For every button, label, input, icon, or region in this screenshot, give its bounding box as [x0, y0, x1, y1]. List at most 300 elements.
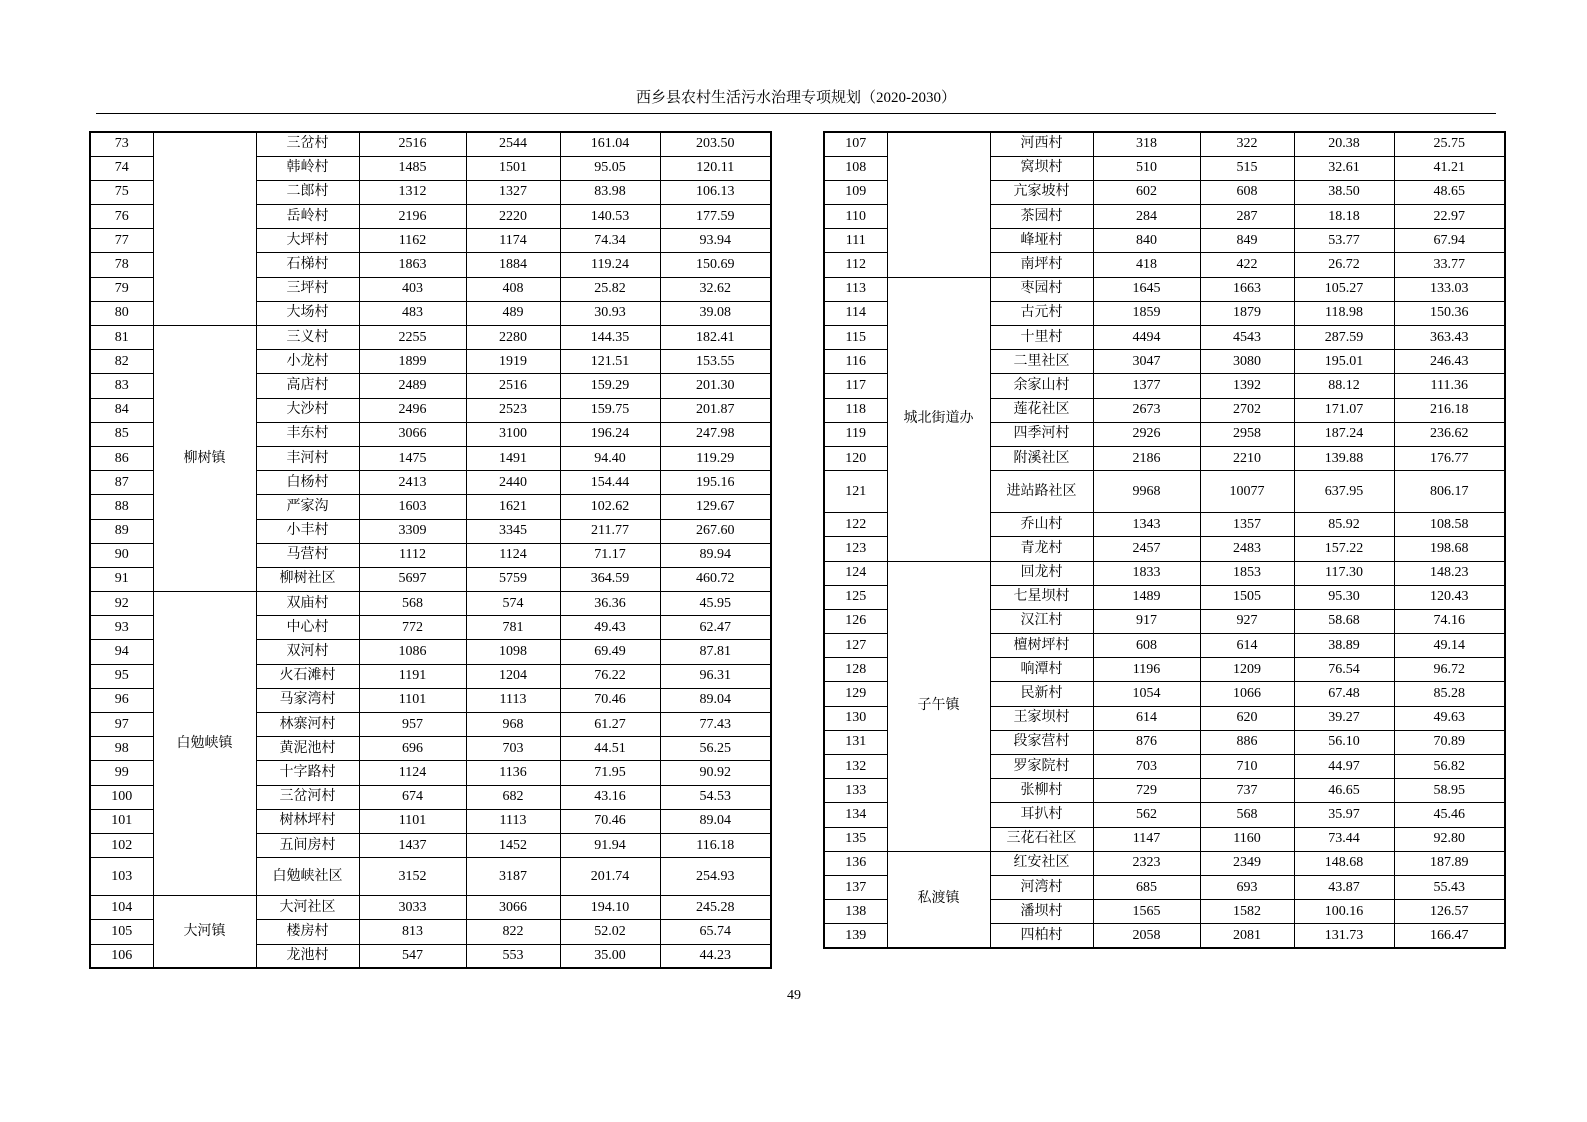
value-c: 637.95	[1294, 471, 1394, 513]
value-c: 58.68	[1294, 609, 1394, 633]
value-d: 254.93	[660, 858, 771, 896]
value-a: 1343	[1093, 513, 1200, 537]
value-d: 90.92	[660, 761, 771, 785]
village-name: 窝坝村	[990, 156, 1093, 180]
village-name: 王家坝村	[990, 706, 1093, 730]
village-name: 双河村	[256, 640, 359, 664]
value-c: 39.27	[1294, 706, 1394, 730]
value-a: 547	[359, 944, 466, 968]
row-number: 101	[90, 809, 153, 833]
value-d: 806.17	[1394, 471, 1505, 513]
value-b: 568	[1200, 803, 1294, 827]
header-rule	[96, 113, 1496, 114]
row-number: 85	[90, 422, 153, 446]
value-c: 30.93	[560, 301, 660, 325]
value-d: 87.81	[660, 640, 771, 664]
value-c: 46.65	[1294, 779, 1394, 803]
value-c: 38.50	[1294, 180, 1394, 204]
value-a: 1899	[359, 350, 466, 374]
table-row	[90, 326, 771, 350]
value-b: 408	[466, 277, 560, 301]
value-a: 703	[1093, 755, 1200, 779]
value-c: 195.01	[1294, 350, 1394, 374]
value-c: 140.53	[560, 205, 660, 229]
row-number: 123	[824, 537, 887, 561]
row-number: 117	[824, 374, 887, 398]
value-b: 1621	[466, 495, 560, 519]
value-a: 9968	[1093, 471, 1200, 513]
village-name: 小丰村	[256, 519, 359, 543]
value-c: 117.30	[1294, 561, 1394, 585]
value-a: 1475	[359, 446, 466, 470]
value-c: 118.98	[1294, 301, 1394, 325]
village-name: 马家湾村	[256, 688, 359, 712]
value-c: 139.88	[1294, 446, 1394, 470]
value-c: 159.29	[560, 374, 660, 398]
value-c: 100.16	[1294, 900, 1394, 924]
village-name: 乔山村	[990, 513, 1093, 537]
table-row	[90, 132, 771, 156]
value-c: 69.49	[560, 640, 660, 664]
village-name: 七星坝村	[990, 585, 1093, 609]
value-b: 682	[466, 785, 560, 809]
row-number: 127	[824, 634, 887, 658]
row-number: 132	[824, 755, 887, 779]
value-d: 93.94	[660, 229, 771, 253]
value-b: 287	[1200, 205, 1294, 229]
row-number: 104	[90, 896, 153, 920]
row-number: 91	[90, 567, 153, 591]
value-a: 403	[359, 277, 466, 301]
value-b: 2483	[1200, 537, 1294, 561]
value-d: 22.97	[1394, 205, 1505, 229]
value-c: 211.77	[560, 519, 660, 543]
value-d: 67.94	[1394, 229, 1505, 253]
town-name	[887, 132, 990, 277]
town-name: 柳树镇	[153, 326, 256, 592]
value-a: 284	[1093, 205, 1200, 229]
town-name	[153, 132, 256, 326]
value-c: 85.92	[1294, 513, 1394, 537]
value-c: 70.46	[560, 688, 660, 712]
value-b: 2702	[1200, 398, 1294, 422]
row-number: 134	[824, 803, 887, 827]
village-name: 余家山村	[990, 374, 1093, 398]
value-d: 96.31	[660, 664, 771, 688]
row-number: 77	[90, 229, 153, 253]
value-d: 41.21	[1394, 156, 1505, 180]
value-d: 111.36	[1394, 374, 1505, 398]
village-name: 韩岭村	[256, 156, 359, 180]
value-b: 1452	[466, 833, 560, 857]
value-c: 187.24	[1294, 422, 1394, 446]
row-number: 73	[90, 132, 153, 156]
row-number: 133	[824, 779, 887, 803]
value-b: 5759	[466, 567, 560, 591]
village-name: 大坪村	[256, 229, 359, 253]
value-b: 1884	[466, 253, 560, 277]
value-c: 35.00	[560, 944, 660, 968]
row-number: 93	[90, 616, 153, 640]
row-number: 98	[90, 737, 153, 761]
value-d: 56.25	[660, 737, 771, 761]
value-a: 1086	[359, 640, 466, 664]
row-number: 76	[90, 205, 153, 229]
row-number: 84	[90, 398, 153, 422]
value-a: 1196	[1093, 658, 1200, 682]
value-c: 119.24	[560, 253, 660, 277]
value-a: 3066	[359, 422, 466, 446]
row-number: 125	[824, 585, 887, 609]
village-name: 南坪村	[990, 253, 1093, 277]
value-a: 1312	[359, 180, 466, 204]
village-name: 马营村	[256, 543, 359, 567]
value-c: 35.97	[1294, 803, 1394, 827]
value-d: 58.95	[1394, 779, 1505, 803]
row-number: 89	[90, 519, 153, 543]
value-d: 176.77	[1394, 446, 1505, 470]
town-name: 城北街道办	[887, 277, 990, 561]
village-name: 严家沟	[256, 495, 359, 519]
row-number: 109	[824, 180, 887, 204]
row-number: 105	[90, 920, 153, 944]
value-a: 5697	[359, 567, 466, 591]
value-c: 159.75	[560, 398, 660, 422]
value-d: 48.65	[1394, 180, 1505, 204]
value-c: 53.77	[1294, 229, 1394, 253]
row-number: 99	[90, 761, 153, 785]
value-c: 71.17	[560, 543, 660, 567]
value-d: 65.74	[660, 920, 771, 944]
value-b: 886	[1200, 730, 1294, 754]
value-a: 2516	[359, 132, 466, 156]
value-c: 83.98	[560, 180, 660, 204]
village-name: 丰东村	[256, 422, 359, 446]
row-number: 81	[90, 326, 153, 350]
row-number: 103	[90, 858, 153, 896]
table-row	[824, 561, 1505, 585]
village-name: 白勉峡社区	[256, 858, 359, 896]
value-c: 364.59	[560, 567, 660, 591]
village-name: 汉江村	[990, 609, 1093, 633]
row-number: 110	[824, 205, 887, 229]
value-c: 287.59	[1294, 326, 1394, 350]
row-number: 79	[90, 277, 153, 301]
village-name: 三岔河村	[256, 785, 359, 809]
value-c: 76.22	[560, 664, 660, 688]
value-a: 3309	[359, 519, 466, 543]
row-number: 83	[90, 374, 153, 398]
value-d: 166.47	[1394, 924, 1505, 948]
value-d: 89.04	[660, 688, 771, 712]
value-d: 150.69	[660, 253, 771, 277]
value-d: 153.55	[660, 350, 771, 374]
value-c: 157.22	[1294, 537, 1394, 561]
value-a: 2926	[1093, 422, 1200, 446]
value-a: 876	[1093, 730, 1200, 754]
value-b: 1113	[466, 809, 560, 833]
value-d: 460.72	[660, 567, 771, 591]
village-name: 檀树坪村	[990, 634, 1093, 658]
value-b: 1204	[466, 664, 560, 688]
value-d: 89.94	[660, 543, 771, 567]
row-number: 95	[90, 664, 153, 688]
value-d: 77.43	[660, 713, 771, 737]
value-c: 144.35	[560, 326, 660, 350]
value-a: 840	[1093, 229, 1200, 253]
village-name: 民新村	[990, 682, 1093, 706]
value-d: 150.36	[1394, 301, 1505, 325]
value-c: 26.72	[1294, 253, 1394, 277]
village-name: 龙池村	[256, 944, 359, 968]
village-name: 树林坪村	[256, 809, 359, 833]
value-c: 161.04	[560, 132, 660, 156]
value-b: 2081	[1200, 924, 1294, 948]
value-c: 32.61	[1294, 156, 1394, 180]
value-a: 1863	[359, 253, 466, 277]
value-b: 3066	[466, 896, 560, 920]
village-name: 进站路社区	[990, 471, 1093, 513]
row-number: 130	[824, 706, 887, 730]
value-a: 608	[1093, 634, 1200, 658]
village-name: 中心村	[256, 616, 359, 640]
row-number: 129	[824, 682, 887, 706]
village-name: 潘坝村	[990, 900, 1093, 924]
town-name: 子午镇	[887, 561, 990, 851]
row-number: 135	[824, 827, 887, 851]
value-d: 203.50	[660, 132, 771, 156]
table-row	[90, 592, 771, 616]
row-number: 121	[824, 471, 887, 513]
value-a: 4494	[1093, 326, 1200, 350]
village-name: 三坪村	[256, 277, 359, 301]
value-d: 267.60	[660, 519, 771, 543]
village-name: 河西村	[990, 132, 1093, 156]
value-b: 693	[1200, 875, 1294, 899]
value-b: 710	[1200, 755, 1294, 779]
value-d: 245.28	[660, 896, 771, 920]
value-d: 116.18	[660, 833, 771, 857]
row-number: 128	[824, 658, 887, 682]
value-b: 489	[466, 301, 560, 325]
village-name: 三花石社区	[990, 827, 1093, 851]
value-c: 36.36	[560, 592, 660, 616]
value-a: 418	[1093, 253, 1200, 277]
row-number: 120	[824, 446, 887, 470]
value-b: 781	[466, 616, 560, 640]
value-d: 133.03	[1394, 277, 1505, 301]
value-c: 67.48	[1294, 682, 1394, 706]
row-number: 82	[90, 350, 153, 374]
value-b: 3100	[466, 422, 560, 446]
value-b: 2523	[466, 398, 560, 422]
village-name: 双庙村	[256, 592, 359, 616]
value-d: 201.87	[660, 398, 771, 422]
value-c: 105.27	[1294, 277, 1394, 301]
page-number: 49	[787, 988, 801, 1003]
value-d: 96.72	[1394, 658, 1505, 682]
village-table-left	[89, 131, 772, 969]
village-name: 黄泥池村	[256, 737, 359, 761]
value-d: 85.28	[1394, 682, 1505, 706]
value-c: 61.27	[560, 713, 660, 737]
value-c: 73.44	[1294, 827, 1394, 851]
village-name: 林寨河村	[256, 713, 359, 737]
village-name: 青龙村	[990, 537, 1093, 561]
row-number: 138	[824, 900, 887, 924]
value-b: 1491	[466, 446, 560, 470]
value-a: 1162	[359, 229, 466, 253]
value-c: 201.74	[560, 858, 660, 896]
value-d: 25.75	[1394, 132, 1505, 156]
village-name: 高店村	[256, 374, 359, 398]
value-a: 917	[1093, 609, 1200, 633]
village-name: 大沙村	[256, 398, 359, 422]
value-d: 33.77	[1394, 253, 1505, 277]
value-c: 76.54	[1294, 658, 1394, 682]
value-a: 2413	[359, 471, 466, 495]
row-number: 106	[90, 944, 153, 968]
row-number: 87	[90, 471, 153, 495]
value-c: 43.87	[1294, 875, 1394, 899]
value-a: 2457	[1093, 537, 1200, 561]
value-d: 182.41	[660, 326, 771, 350]
value-d: 32.62	[660, 277, 771, 301]
value-c: 102.62	[560, 495, 660, 519]
value-a: 1833	[1093, 561, 1200, 585]
row-number: 80	[90, 301, 153, 325]
value-c: 70.46	[560, 809, 660, 833]
page-header-title: 西乡县农村生活污水治理专项规划（2020-2030）	[636, 90, 956, 106]
value-a: 3152	[359, 858, 466, 896]
value-a: 729	[1093, 779, 1200, 803]
row-number: 137	[824, 875, 887, 899]
table-row	[824, 132, 1505, 156]
value-a: 568	[359, 592, 466, 616]
value-b: 574	[466, 592, 560, 616]
value-c: 171.07	[1294, 398, 1394, 422]
row-number: 111	[824, 229, 887, 253]
value-b: 1066	[1200, 682, 1294, 706]
value-b: 4543	[1200, 326, 1294, 350]
value-a: 1565	[1093, 900, 1200, 924]
row-number: 97	[90, 713, 153, 737]
value-b: 2544	[466, 132, 560, 156]
value-a: 1489	[1093, 585, 1200, 609]
value-c: 88.12	[1294, 374, 1394, 398]
value-b: 2349	[1200, 851, 1294, 875]
village-name: 石梯村	[256, 253, 359, 277]
row-number: 118	[824, 398, 887, 422]
value-c: 94.40	[560, 446, 660, 470]
value-b: 3080	[1200, 350, 1294, 374]
village-name: 二郎村	[256, 180, 359, 204]
value-a: 1603	[359, 495, 466, 519]
value-c: 91.94	[560, 833, 660, 857]
value-d: 120.43	[1394, 585, 1505, 609]
value-b: 620	[1200, 706, 1294, 730]
table-row	[824, 851, 1505, 875]
value-b: 1919	[466, 350, 560, 374]
value-b: 2440	[466, 471, 560, 495]
value-b: 422	[1200, 253, 1294, 277]
value-b: 1113	[466, 688, 560, 712]
village-name: 响潭村	[990, 658, 1093, 682]
value-d: 126.57	[1394, 900, 1505, 924]
value-b: 703	[466, 737, 560, 761]
value-d: 198.68	[1394, 537, 1505, 561]
row-number: 78	[90, 253, 153, 277]
value-b: 2516	[466, 374, 560, 398]
row-number: 115	[824, 326, 887, 350]
value-d: 187.89	[1394, 851, 1505, 875]
value-b: 1501	[466, 156, 560, 180]
village-name: 丰河村	[256, 446, 359, 470]
value-d: 45.95	[660, 592, 771, 616]
value-a: 2196	[359, 205, 466, 229]
value-a: 1377	[1093, 374, 1200, 398]
value-a: 957	[359, 713, 466, 737]
value-b: 2280	[466, 326, 560, 350]
value-c: 194.10	[560, 896, 660, 920]
value-b: 614	[1200, 634, 1294, 658]
value-c: 43.16	[560, 785, 660, 809]
value-d: 45.46	[1394, 803, 1505, 827]
village-name: 白杨村	[256, 471, 359, 495]
value-d: 247.98	[660, 422, 771, 446]
value-a: 2323	[1093, 851, 1200, 875]
value-b: 1209	[1200, 658, 1294, 682]
value-c: 44.51	[560, 737, 660, 761]
value-d: 92.80	[1394, 827, 1505, 851]
row-number: 75	[90, 180, 153, 204]
village-name: 柳树社区	[256, 567, 359, 591]
value-a: 1112	[359, 543, 466, 567]
value-d: 236.62	[1394, 422, 1505, 446]
town-name: 私渡镇	[887, 851, 990, 948]
village-name: 附溪社区	[990, 446, 1093, 470]
row-number: 122	[824, 513, 887, 537]
village-name: 岳岭村	[256, 205, 359, 229]
row-number: 96	[90, 688, 153, 712]
village-name: 回龙村	[990, 561, 1093, 585]
value-b: 322	[1200, 132, 1294, 156]
value-d: 195.16	[660, 471, 771, 495]
value-a: 2186	[1093, 446, 1200, 470]
value-d: 44.23	[660, 944, 771, 968]
value-a: 510	[1093, 156, 1200, 180]
village-name: 河湾村	[990, 875, 1093, 899]
value-b: 553	[466, 944, 560, 968]
value-d: 120.11	[660, 156, 771, 180]
value-a: 318	[1093, 132, 1200, 156]
value-b: 10077	[1200, 471, 1294, 513]
village-name: 段家营村	[990, 730, 1093, 754]
value-b: 608	[1200, 180, 1294, 204]
value-d: 55.43	[1394, 875, 1505, 899]
value-a: 3047	[1093, 350, 1200, 374]
value-b: 968	[466, 713, 560, 737]
value-d: 119.29	[660, 446, 771, 470]
value-d: 129.67	[660, 495, 771, 519]
value-c: 38.89	[1294, 634, 1394, 658]
village-table-right	[823, 131, 1506, 949]
table-row	[824, 277, 1505, 301]
value-b: 1327	[466, 180, 560, 204]
value-d: 201.30	[660, 374, 771, 398]
village-name: 枣园村	[990, 277, 1093, 301]
village-name: 莲花社区	[990, 398, 1093, 422]
